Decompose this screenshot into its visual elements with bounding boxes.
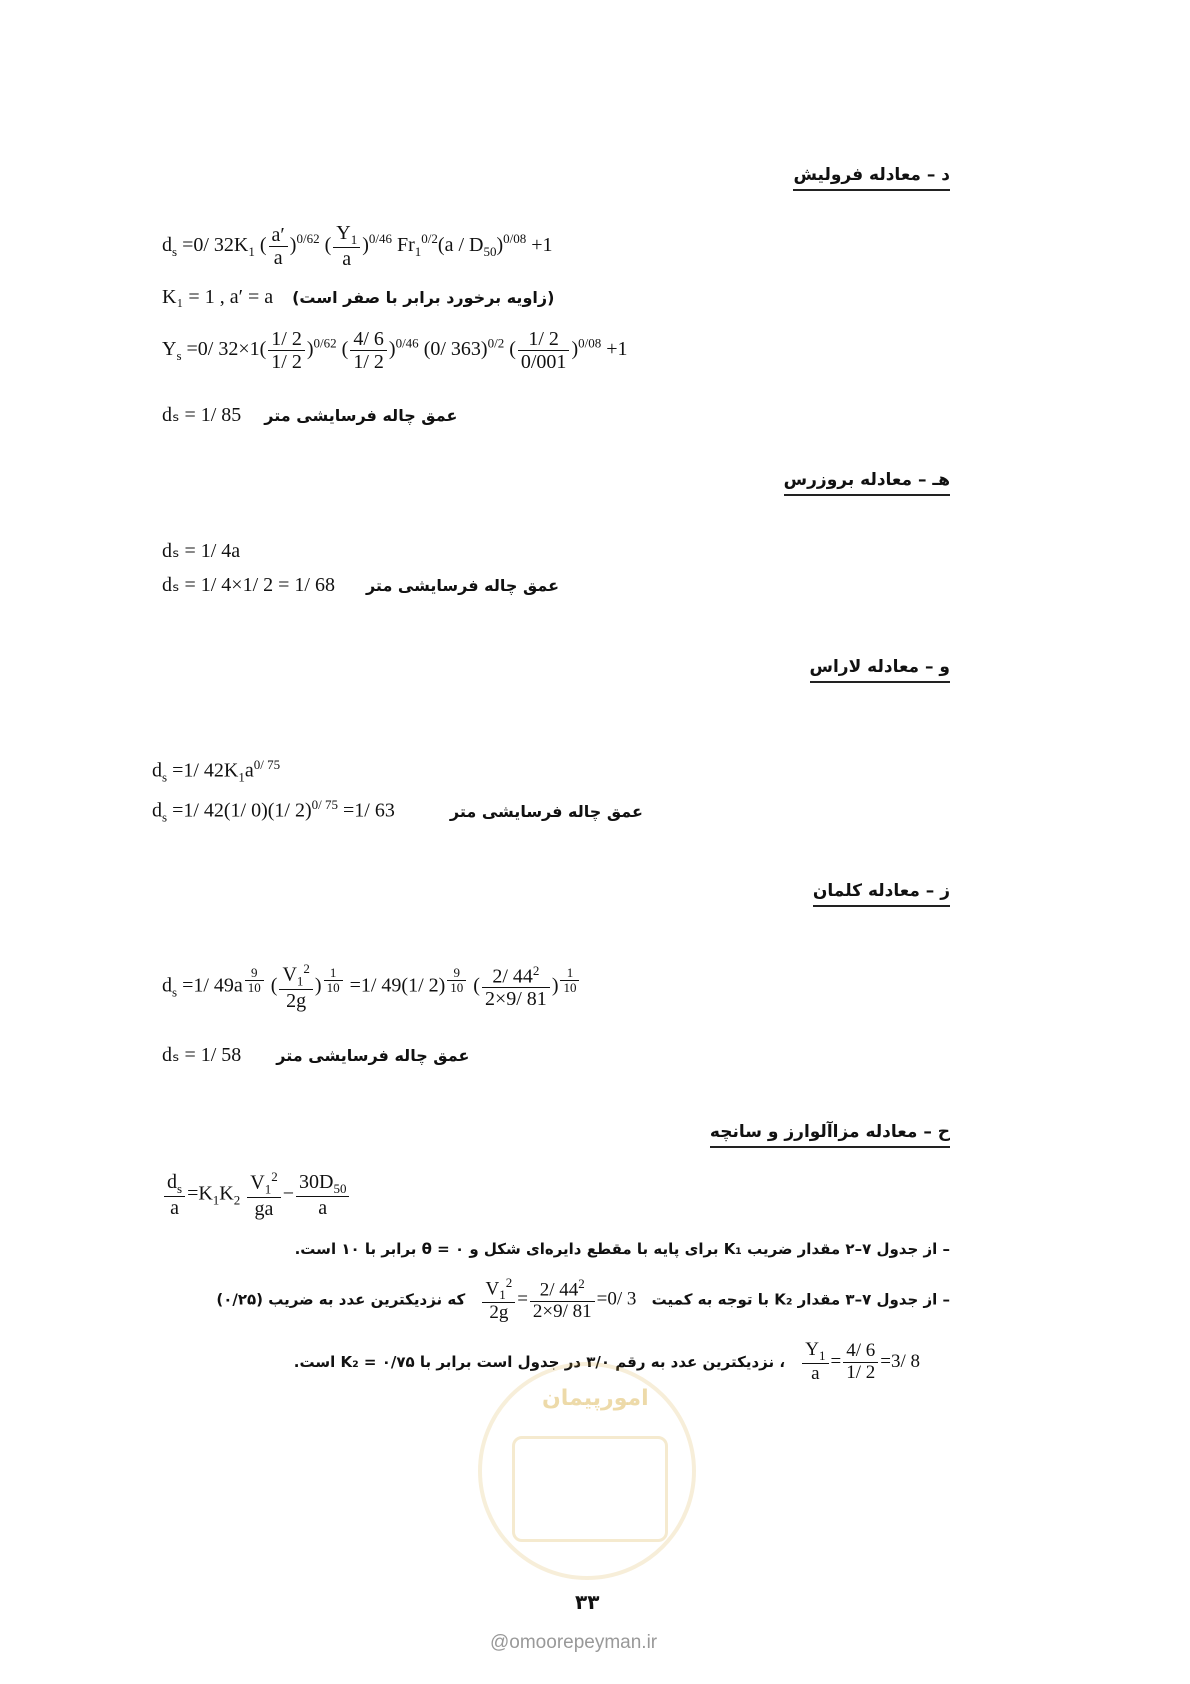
equation-mazaalvarez: $\frac{d_s}{a}$ $=K_1K_2$ $\frac{V_1^2}{ga}$ − $\frac{30D_{50}}{a}$	[162, 1170, 351, 1220]
condition-math: K₁ = 1 , a′ = a	[162, 286, 274, 308]
result-math: dₛ = 1/ 58	[162, 1044, 242, 1066]
watermark-text: امورپیمان	[542, 1386, 649, 1411]
equation-breusers: dₛ = 1/ 4a	[162, 540, 241, 562]
equation-frolich-general: $d_s =0/$ $32K_1$ ( $\frac{a'}{a}$ )$^{0/62}$ ( $\frac{Y_1}{a}$ )$^{0/46}$ $Fr_1^{0/2}(a / D_{50})^{0/08} +1$	[162, 222, 553, 271]
section-heading-laursen: و – معادله لاراس	[810, 657, 950, 683]
section-heading-coleman: ز – معادله کلمان	[813, 881, 950, 907]
section-heading-frolich: د – معادله فرولیش	[793, 165, 950, 191]
watermark-seal	[478, 1362, 696, 1580]
note-k2-equation: $\frac{V_1^2}{2g}$ = $\frac{2/ 44^2}{2\times 9/ 81}$ =0/ 3	[480, 1276, 636, 1324]
result-label: عمق چاله فرسایشی متر	[276, 1046, 470, 1065]
result-frolich	[162, 402, 457, 427]
result-math: dₛ = 1/ 85	[162, 404, 242, 426]
site-watermark: @omoorepeyman.ir	[490, 1632, 658, 1653]
result-coleman	[162, 1042, 469, 1067]
result-label: عمق چاله فرسایشی متر	[264, 406, 458, 425]
section-heading-mazaalvarez: ح – معادله مزاآلوارز و سانچه	[710, 1122, 950, 1148]
equation-coleman: $d_s =1/$ 49a $^{\frac{9}{10}}$ ( $\frac{V_1^2}{2g}$ ) $^{\frac{1}{10}}$ =1/ 49(1/ 2) $^{\frac{9}{10}}$ ( $\frac{2/ 44^2}{2\times 9/ 81}$ ) $^{\frac{1}{10}}$	[162, 962, 581, 1012]
page-number: ۳۳	[575, 1590, 600, 1614]
equation-laursen: $d_s =1/$ $42K_1a^{0/ 75}$	[152, 757, 281, 785]
condition-text: (زاویه برخورد برابر با صفر است)	[292, 288, 555, 307]
note-k2-result-text: ، نزدیکترین عدد به رقم ۳/۰ در جدول است برابر با ۰/۷۵ = K₂ است.	[293, 1352, 786, 1371]
result-breusers	[162, 572, 559, 597]
watermark-grid-icon	[512, 1436, 668, 1542]
note-k2-tail: که نزدیکترین عدد به ضریب (۰/۲۵)	[216, 1290, 466, 1309]
note-ratio-equation: $\frac{Y_1}{a}$ = $\frac{4/ 6}{1/ 2}$ =3/ 8	[800, 1340, 920, 1385]
equation-frolich-condition	[162, 286, 554, 309]
note-k2	[216, 1276, 950, 1324]
result-laursen: $d_s =1/$ 42(1/ 0)(1/ 2)$^{0/ 75}$ =1/ 63 عمق چاله فرسایشی متر	[152, 797, 643, 825]
note-k2-lead: – از جدول ۷–۳ مقدار K₂ با توجه به کمیت	[651, 1290, 950, 1309]
note-k1: – از جدول ۷–۲ مقدار ضریب K₁ برای پایه با مقطع دایره‌ای شکل و ۰ = θ برابر با ۱۰ است.	[294, 1240, 950, 1258]
result-label: عمق چاله فرسایشی متر	[365, 576, 560, 595]
result-math: dₛ = 1/ 4×1/ 2 = 1/ 68	[162, 574, 335, 596]
section-heading-breusers: هـ – معادله بروزرس	[784, 470, 950, 496]
result-label: عمق چاله فرسایشی متر	[449, 801, 643, 821]
equation-frolich-substituted: $Y_s =0/$ 32×1( $\frac{1/ 2}{1/ 2}$ )$^{0/62}$ ( $\frac{4/ 6}{1/ 2}$ )$^{0/46}$ (0/ 363)$^{0/2}$ ( $\frac{1/ 2}{0/001}$ )$^{0/08}$ +1	[162, 328, 628, 373]
